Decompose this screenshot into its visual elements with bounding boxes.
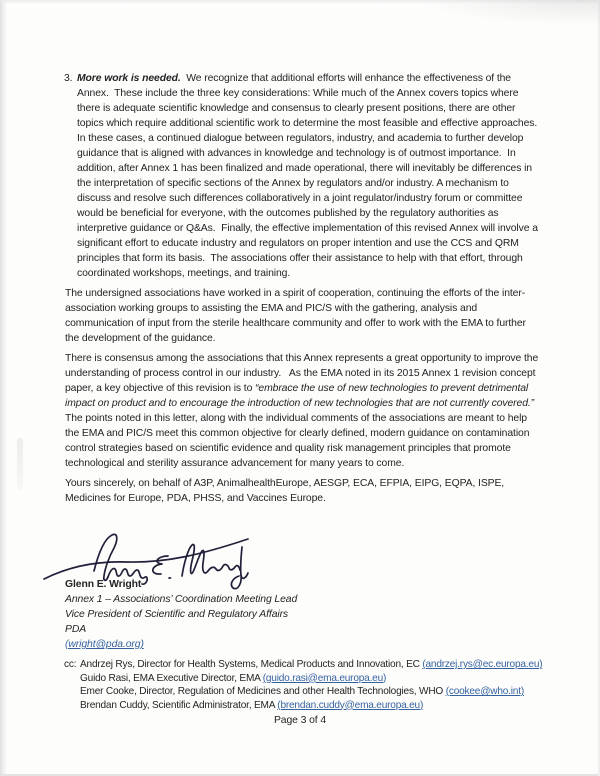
scan-corner-shade [420, 0, 600, 26]
cc-entry-1 [80, 658, 569, 672]
cc-email-link-1[interactable]: (andrzej.rys@ec.europa.eu) [422, 659, 543, 670]
scan-smudge [17, 438, 23, 490]
cc-entry-1-text: Andrzej Rys, Director for Health Systems, Medical Products and Innovation, EC [80, 659, 423, 670]
cc-email-link-3[interactable]: (cookee@who.int) [445, 686, 524, 697]
cc-list [80, 658, 569, 712]
signature-block [65, 577, 485, 652]
paragraph-consensus [65, 351, 539, 471]
cc-entry-2-text: Guido Rasi, EMA Executive Director, EMA [80, 672, 263, 684]
signatory-role-2: Vice President of Scientific and Regulatory Affairs [65, 609, 289, 620]
text-segment-regular: We recognize that additional efforts will enhance the effectiveness of the Annex. These include the three key considerations: While much of the Annex covers topics where there is adequate scientific knowledge and consensus to clearly present positions, there are other topics which require additional scientific work to determine the most feasible and effective approaches. In these cases, a continued dialogue between regulators, industry, and academia to further develop guidance that is aligned with advances in knowledge and technology is of outmost importance. In addition, after Annex 1 has been finalized and made operational, there will inevitably be differences in the interpretation of specific sections of the Annex by regulators and/or industry. A mechanism to discuss and resolve such differences collaboratively in a joint regulator/industry forum or committee would be beneficial for everyone, with the outcomes published by the regulatory authorities as interpretive guidance or Q&As. Finally, the effective implementation of this revised Annex will involve a significant effort to educate industry and regulators on proper intention and use the CCS and QRM principles that form its basis. The associations offer their assistance to help with that effort, through coordinated workshops, meetings, and training. [77, 73, 543, 279]
signatory-email [65, 637, 485, 652]
cc-entry-3 [80, 685, 569, 699]
cc-entry-2 [80, 672, 569, 686]
text-segment-regular: The undersigned associations have worked in a spirit of cooperation, continuing the efforts of the inter-association working groups to assisting the EMA and PIC/S with the gathering, analysis and communication of input from the sterile healthcare community and offer to work with the EMA to further the development of the guidance. [65, 288, 529, 344]
cc-entry-4-text: Brendan Cuddy, Scientific Administrator, EMA [80, 699, 278, 711]
paragraph-undersigned-associations [65, 286, 539, 346]
cc-label: cc: [64, 659, 77, 670]
signatory-email-link[interactable]: (wright@pda.org) [65, 639, 144, 650]
list-item-text [77, 71, 543, 281]
cc-entry-3-text: Emer Cooke, Director, Regulation of Medicines and other Health Technologies, WHO [80, 686, 446, 697]
cc-entry-4 [80, 699, 569, 713]
text-segment-regular: There is consensus among the associations that this Annex represents a great opportunity to improve the understanding of process control in our industry. As the EMA noted in its 2015 Annex 1 revision concept paper, a key objective of this revision is to [65, 353, 541, 394]
text-segment-bold-italic: More work is needed. [77, 73, 181, 84]
text-segment-regular: Yours sincerely, on behalf of A3P, AnimalhealthEurope, AESGP, ECA, EFPIA, EIPG, EQPA, ISPE, Medicines for Europe, PDA, PHSS, and Vaccines Europe. [65, 478, 507, 504]
signatory-role-3: PDA [65, 624, 87, 635]
signatory-role-1: Annex 1 – Associations’ Coordination Meeting Lead [65, 594, 298, 605]
text-segment-regular: The points noted in this letter, along with the individual comments of the associations are meant to help the EMA and PIC/S meet this common objective for clearly defined, modern guidance on contamination control strategies based on scientific evidence and quality risk management principles that promote technological and sterility assurance advancement for many years to come. [65, 398, 540, 469]
letter-body [64, 71, 543, 511]
scan-edge-left [0, 0, 7, 776]
text-segment-italic: “embrace the use of new technologies to prevent detrimental impact on product and to encourage the introduction of new technologies that are not currently covered.” [65, 383, 535, 409]
list-item-number: 3. [64, 73, 73, 84]
paragraph-yours-sincerely [65, 476, 539, 506]
cc-email-link-2[interactable]: (guido.rasi@ema.europa.eu) [262, 672, 387, 684]
cc-block [64, 658, 569, 712]
list-item-3 [64, 71, 543, 281]
signatory-name: Glenn E. Wright [65, 579, 142, 590]
page-number: Page 3 of 4 [273, 715, 327, 726]
cc-email-link-4[interactable]: (brendan.cuddy@ema.europa.eu) [277, 699, 424, 711]
